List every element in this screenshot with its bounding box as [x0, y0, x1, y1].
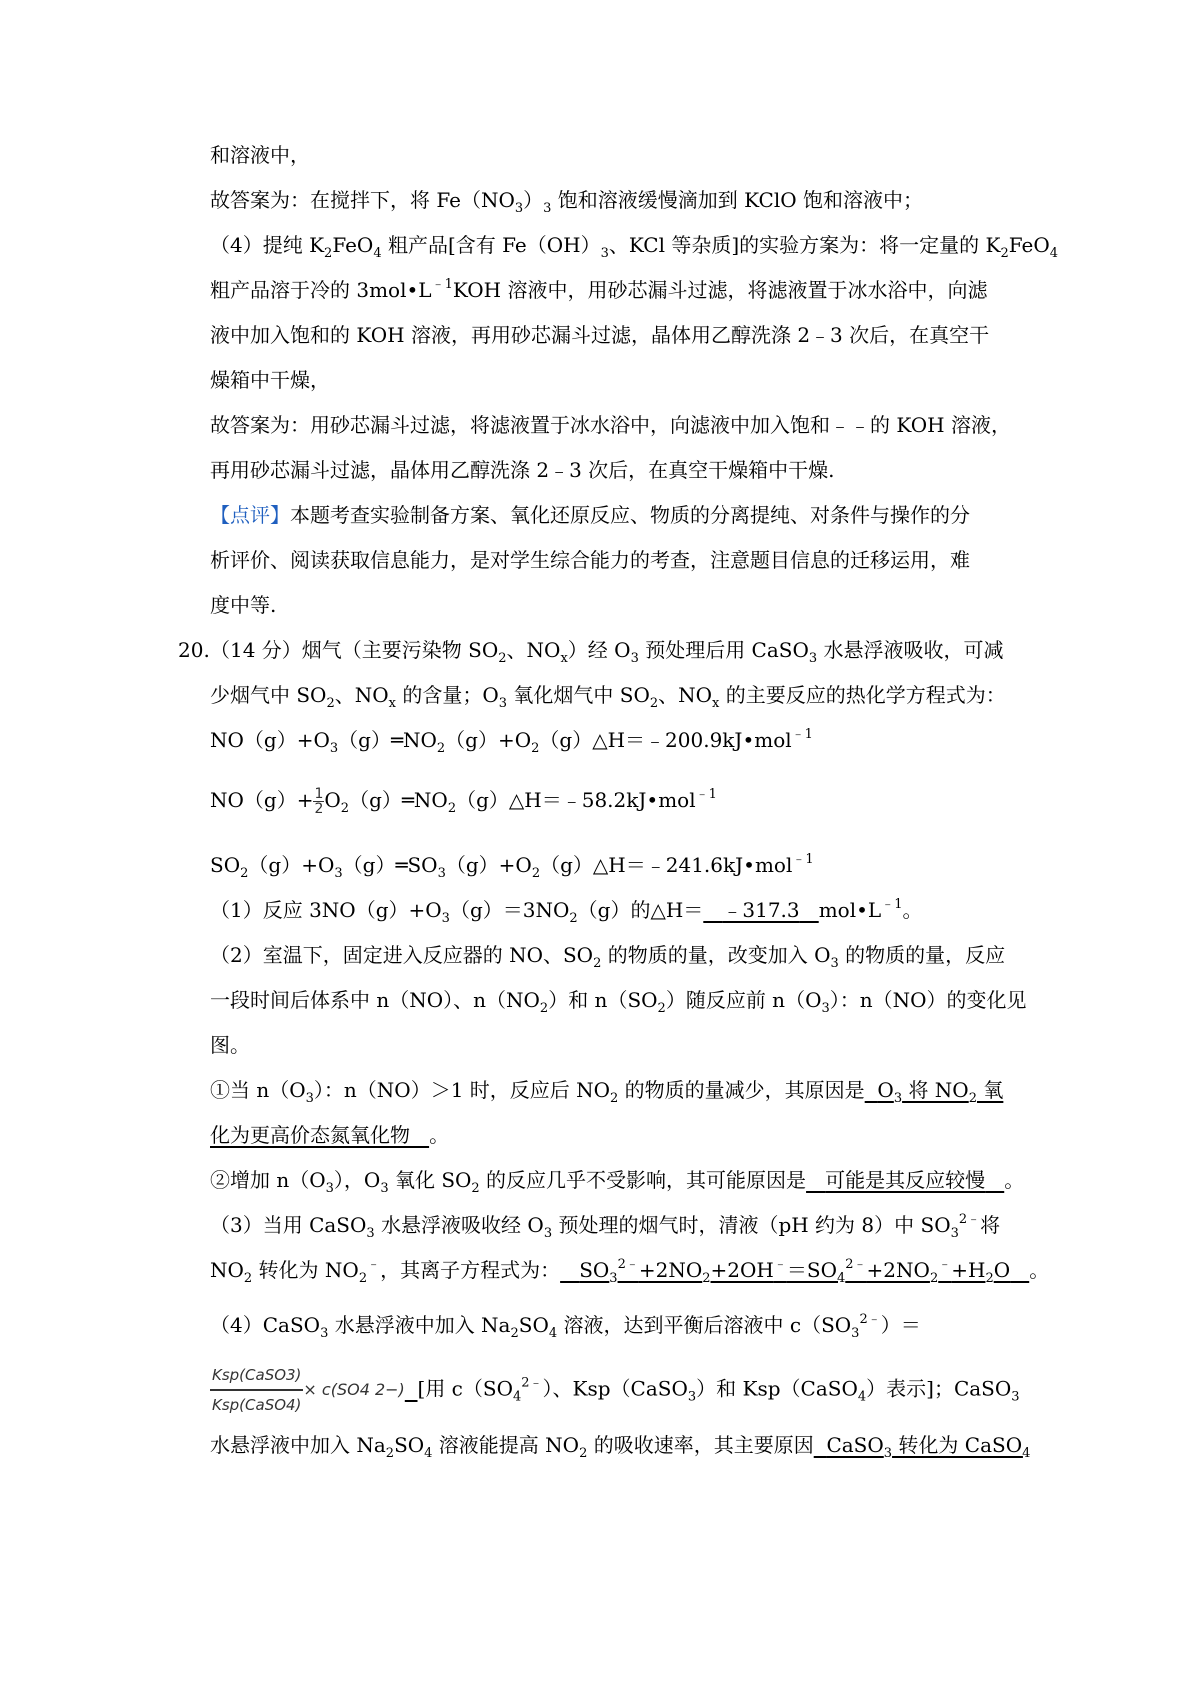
half-fraction: $\frac{1}{2}$: [314, 786, 324, 817]
text-line: 故答案为：在搅拌下，将 $Fe(NO_3)_3$ 饱和溶液缓慢滴加到 KClO 饱和溶液中；: [210, 188, 924, 216]
answer-2-1: $O_3$ 将 $NO_2$ 氧: [877, 1078, 1004, 1106]
comment-line: 【点评】本题考查实验制备方案、氧化还原反应、物质的分离提纯、对条件与操作的分: [210, 503, 970, 527]
equation-3: $SO_2(g)+O_3(g)═SO_3(g)+O_2(g)\triangle H=﹣241.6kJ•mol^{﹣1}$: [210, 852, 814, 881]
equation-2: NO（g）+ $\frac{1}{2}$ $O_2(g)═NO_2(g)\triangle H=﹣58.2kJ•mol^{﹣1}$: [210, 786, 717, 817]
part-4: $\frac{\text{Ksp(CaSO3)}}{\text{Ksp(CaSO4)}}$ × c(SO4 2−) [用 $c(SO_4^{2﹣})$、Ksp（CaSO$_3$）和 Ksp（CaSO$_4$）表示]；CaSO$_3$: [210, 1362, 1020, 1418]
part-3: （3）当用 CaSO$_3$ 水悬浮液吸收经 $O_3$ 预处理的烟气时，清液（pH 约为 8）中 $SO_3^{2﹣}$将: [210, 1212, 1001, 1241]
question-intro: （14 分）烟气（主要污染物 $SO_2$、$NO_x$）经 $O_3$ 预处理后用 CaSO$_3$ 水悬浮液吸收，可减: [210, 638, 1004, 666]
answer-2-1-cont: 化为更高价态氮氧化物: [210, 1123, 410, 1147]
answer-1: ﹣317.3: [722, 898, 800, 922]
answer-4-1: [210, 1366, 418, 1414]
fraction-tail: × c(SO4 2−): [303, 1380, 405, 1399]
question-number: 20.: [178, 638, 210, 662]
text-line: （4）提纯 $K_2FeO_4$ 粗产品[含有 $Fe(OH)_3$、KCl 等杂质]的实验方案为：将一定量的 $K_2FeO_4$: [210, 233, 1059, 261]
part-4: 水悬浮液中加入 $Na_2SO_4$ 溶液能提高 $NO_2$ 的吸收速率，其主要原因 CaSO$_3$ 转化为 CaSO$_4$: [210, 1433, 1031, 1461]
part-2: 一段时间后体系中 n（NO）、$n(NO_2)$和 $n(SO_2)$随反应前 $n(O_3)$：n（NO）的变化见: [210, 988, 1027, 1016]
answer-4-2: CaSO$_3$ 转化为 CaSO$_4$: [826, 1433, 1031, 1461]
text-line: 液中加入饱和的 KOH 溶液，再用砂芯漏斗过滤，晶体用乙醇洗涤 2﹣3 次后，在真空干: [210, 323, 990, 347]
text-line: 和溶液中，: [210, 143, 310, 167]
text-line: 燥箱中干燥，: [210, 368, 330, 392]
part-2: 图。: [210, 1033, 250, 1057]
text-line: 故答案为：用砂芯漏斗过滤，将滤液置于冰水浴中，向滤液中加入饱和﹣﹣的 KOH 溶液，: [210, 413, 1011, 437]
question-intro: 少烟气中 $SO_2$、$NO_x$ 的含量；$O_3$ 氧化烟气中 $SO_2$、$NO_x$ 的主要反应的热化学方程式为：: [210, 683, 1006, 711]
sub-question-2: ②增加 $n(O_3)$，$O_3$ 氧化 $SO_2$ 的反应几乎不受影响，其可能原因是 可能是其反应较慢 。: [210, 1168, 1025, 1196]
text-line: 粗产品溶于冷的 $3mol•L^{﹣1}KOH$ 溶液中，用砂芯漏斗过滤，将滤液置于冰水浴中，向滤: [210, 277, 988, 302]
sub-question-1: 化为更高价态氮氧化物 。: [210, 1123, 450, 1147]
part-4: （4）CaSO$_3$ 水悬浮液中加入 $Na_2SO_4$ 溶液，达到平衡后溶液中 $c(SO_3^{2﹣})=$: [210, 1312, 921, 1341]
equation-1: $NO(g)+O_3(g)═NO_2(g)+O_2(g)\triangle H=﹣200.9kJ•mol^{﹣1}$: [210, 727, 813, 756]
comment-tag: 【点评】: [210, 503, 290, 527]
ksp-fraction: $\frac{\text{Ksp(CaSO3)}}{\text{Ksp(CaSO4)}}$: [210, 1362, 303, 1418]
text-line: 度中等.: [210, 593, 277, 617]
part-1: （1）反应 $3NO(g)+O_3(g)=3NO_2(g)$的△H＝ ﹣317.3 $mol•L^{﹣1}$。: [210, 897, 923, 926]
sub-question-1: ①当 $n(O_3)$：n（NO）＞1 时，反应后 $NO_2$ 的物质的量减少，其原因是 $O_3$ 将 $NO_2$ 氧: [210, 1078, 1004, 1106]
text-line: 再用砂芯漏斗过滤，晶体用乙醇洗涤 2﹣3 次后，在真空干燥箱中干燥.: [210, 458, 835, 482]
text-line: 析评价、阅读获取信息能力，是对学生综合能力的考查，注意题目信息的迁移运用，难: [210, 548, 970, 572]
part-3: $NO_2$ 转化为 $NO_2^﹣$，其离子方程式为： $SO_3^{2﹣}+2NO_2+2OH^﹣=SO_4^{2﹣}+2NO_2^﹣+H_2O$ 。: [210, 1257, 1050, 1286]
part-2: （2）室温下，固定进入反应器的 NO、$SO_2$ 的物质的量，改变加入 $O_3$ 的物质的量，反应: [210, 943, 1006, 971]
answer-3: $SO_3^{2﹣}+2NO_2+2OH^﹣=SO_4^{2﹣}+2NO_2^﹣+H_2O$: [579, 1257, 1011, 1286]
answer-2-2: 可能是其反应较慢: [825, 1168, 986, 1192]
